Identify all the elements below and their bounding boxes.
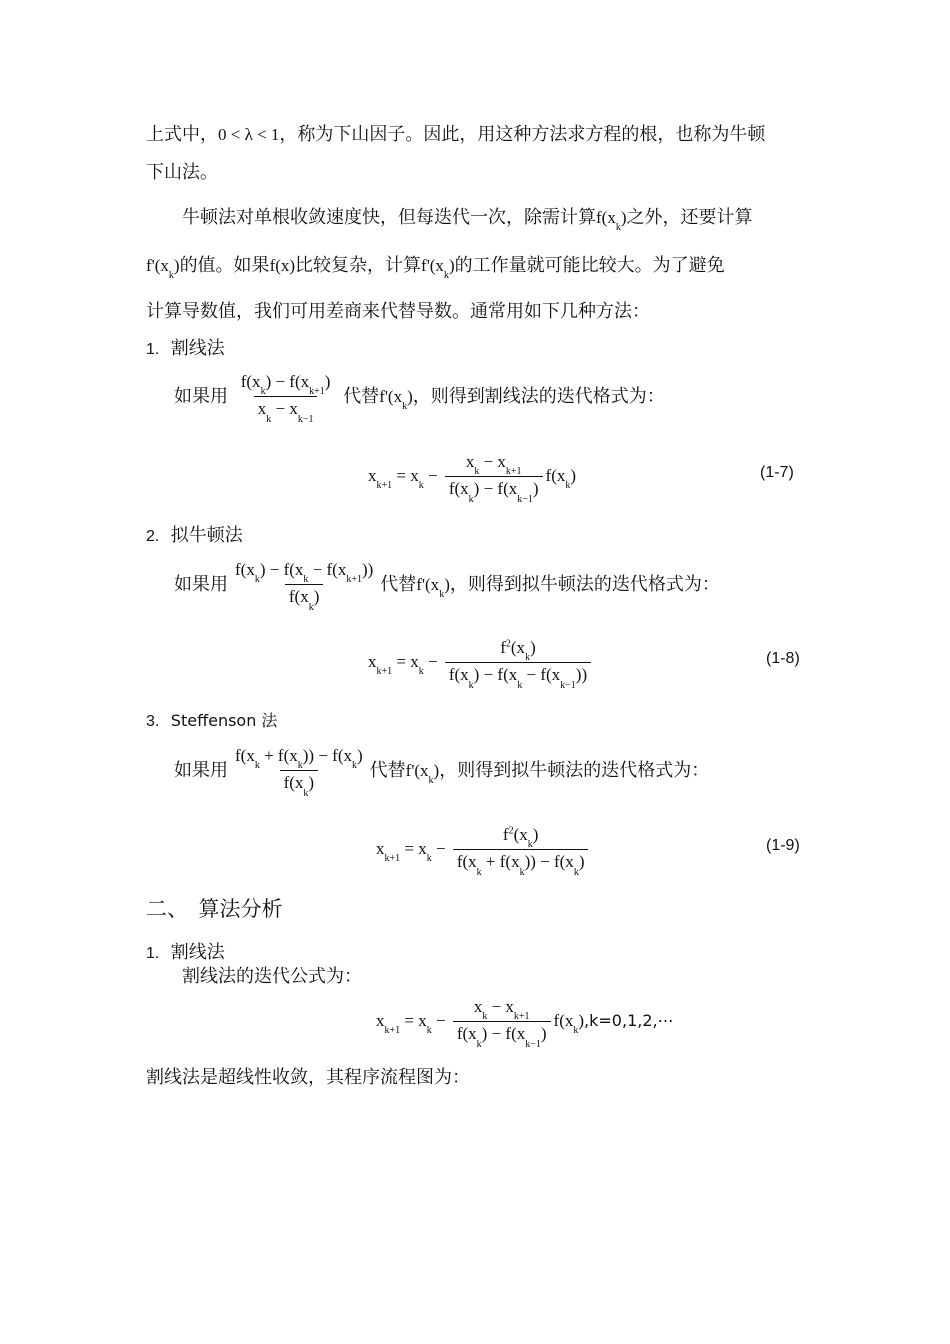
equation-1-8: $x_{k+1} = x_k$ − $\frac{f^2(x_k)}{f(x_k) - f(x_k - f(x_{k-1}))}$	[368, 638, 594, 688]
para-line-3: 计算导数值，我们可用差商来代替导数。通常用如下几种方法：	[146, 301, 650, 322]
para-text: 的工作量就可能比较大。为了避免	[454, 255, 725, 276]
def-text: ，则得到拟牛顿法的迭代格式为：	[439, 759, 710, 781]
equation-1-9: $x_{k+1} = x_k$ − $\frac{f^2(x_k)}{f(x_k + f(x_k)) - f(x_k)}$	[376, 825, 591, 875]
item-number: 2.	[146, 528, 160, 545]
para-text: 牛顿法对单根收敛速度快，但每迭代一次，除需计算	[182, 207, 596, 228]
def-text: ，则得到拟牛顿法的迭代格式为：	[449, 573, 720, 595]
equation-1-7: $x_{k+1} = x_k$ − $\frac{x_k - x_{k+1}}{f(x_k) - f(x_{k-1})}$ $f(x_k)$	[368, 452, 577, 505]
item-title: 割线法	[170, 942, 225, 963]
secant-diff-quotient: $\frac{f(x_k) - f(x_{k+1})}{x_k - x_{k-1}}$	[240, 372, 331, 425]
method-3-def	[174, 746, 710, 799]
method-3-heading	[146, 708, 277, 731]
fx-expr: f(x)	[269, 256, 296, 275]
section-heading: 二、 算法分析	[146, 897, 283, 921]
section-2-item-1	[146, 938, 225, 964]
fpxk-expr: $f'(x_k)$	[379, 386, 413, 413]
def-text: 代替	[380, 573, 417, 595]
intro-text: 上式中，	[146, 124, 218, 145]
secant-conclusion: 割线法是超线性收敛，其程序流程图为：	[146, 1067, 470, 1088]
method-2-heading	[146, 521, 243, 547]
def-text: 如果用	[174, 573, 228, 595]
secant-formula: $x_{k+1} = x_k$ − $\frac{x_k - x_{k+1}}{f(x_k) - f(x_{k-1})}$ $f(x_k),k=0,1,2,\cdots$	[376, 997, 674, 1050]
equation-number: (1-8)	[766, 650, 800, 667]
lambda-range: 0 < λ < 1	[218, 125, 280, 144]
equation-number: (1-7)	[760, 464, 794, 481]
fxk-expr: $f(x_k)$	[596, 208, 627, 234]
def-text: 如果用	[174, 759, 228, 781]
fpxk-expr: $f'(x_k)$	[421, 256, 455, 282]
def-text: ，则得到割线法的迭代格式为：	[412, 385, 665, 407]
method-1-heading	[146, 334, 225, 360]
intro-text: ，称为下山因子。因此，用这种方法求方程的根，也称为牛顿	[279, 124, 766, 145]
item-number: 3.	[146, 713, 160, 730]
para-text: 之外，还要计算	[626, 207, 753, 228]
secant-intro: 割线法的迭代公式为：	[182, 966, 362, 987]
para-text: 比较复杂，计算	[295, 255, 422, 276]
fpxk-expr: $f'(x_k)$	[405, 760, 440, 787]
def-text: 如果用	[174, 385, 228, 407]
intro-line-1	[146, 120, 765, 146]
fpxk-expr: $f'(x_k)$	[416, 574, 450, 601]
fpxk-expr: $f'(x_k)$	[146, 256, 180, 282]
para-line-1	[182, 203, 753, 234]
steffenson-quotient: $\frac{f(x_k + f(x_k)) - f(x_k)}{f(x_k)}$	[235, 746, 363, 799]
def-text: 代替	[369, 759, 406, 781]
index-range: ,k=0,1,2,⋯	[584, 1010, 674, 1030]
item-number: 1.	[146, 341, 160, 358]
item-title: Steffenson 法	[170, 711, 278, 730]
equation-number: (1-9)	[766, 837, 800, 854]
para-line-2	[146, 251, 725, 282]
quasi-newton-quotient: $\frac{f(x_k) - f(x_k - f(x_{k+1}))}{f(x_k)}$	[235, 560, 374, 613]
method-1-def	[174, 372, 665, 425]
def-text: 代替	[343, 385, 380, 407]
intro-line-2: 下山法。	[146, 162, 218, 183]
item-number: 1.	[146, 945, 160, 962]
item-title: 割线法	[170, 338, 225, 359]
method-2-def	[174, 560, 720, 613]
para-text: 的值。如果	[179, 255, 270, 276]
item-title: 拟牛顿法	[170, 525, 243, 546]
